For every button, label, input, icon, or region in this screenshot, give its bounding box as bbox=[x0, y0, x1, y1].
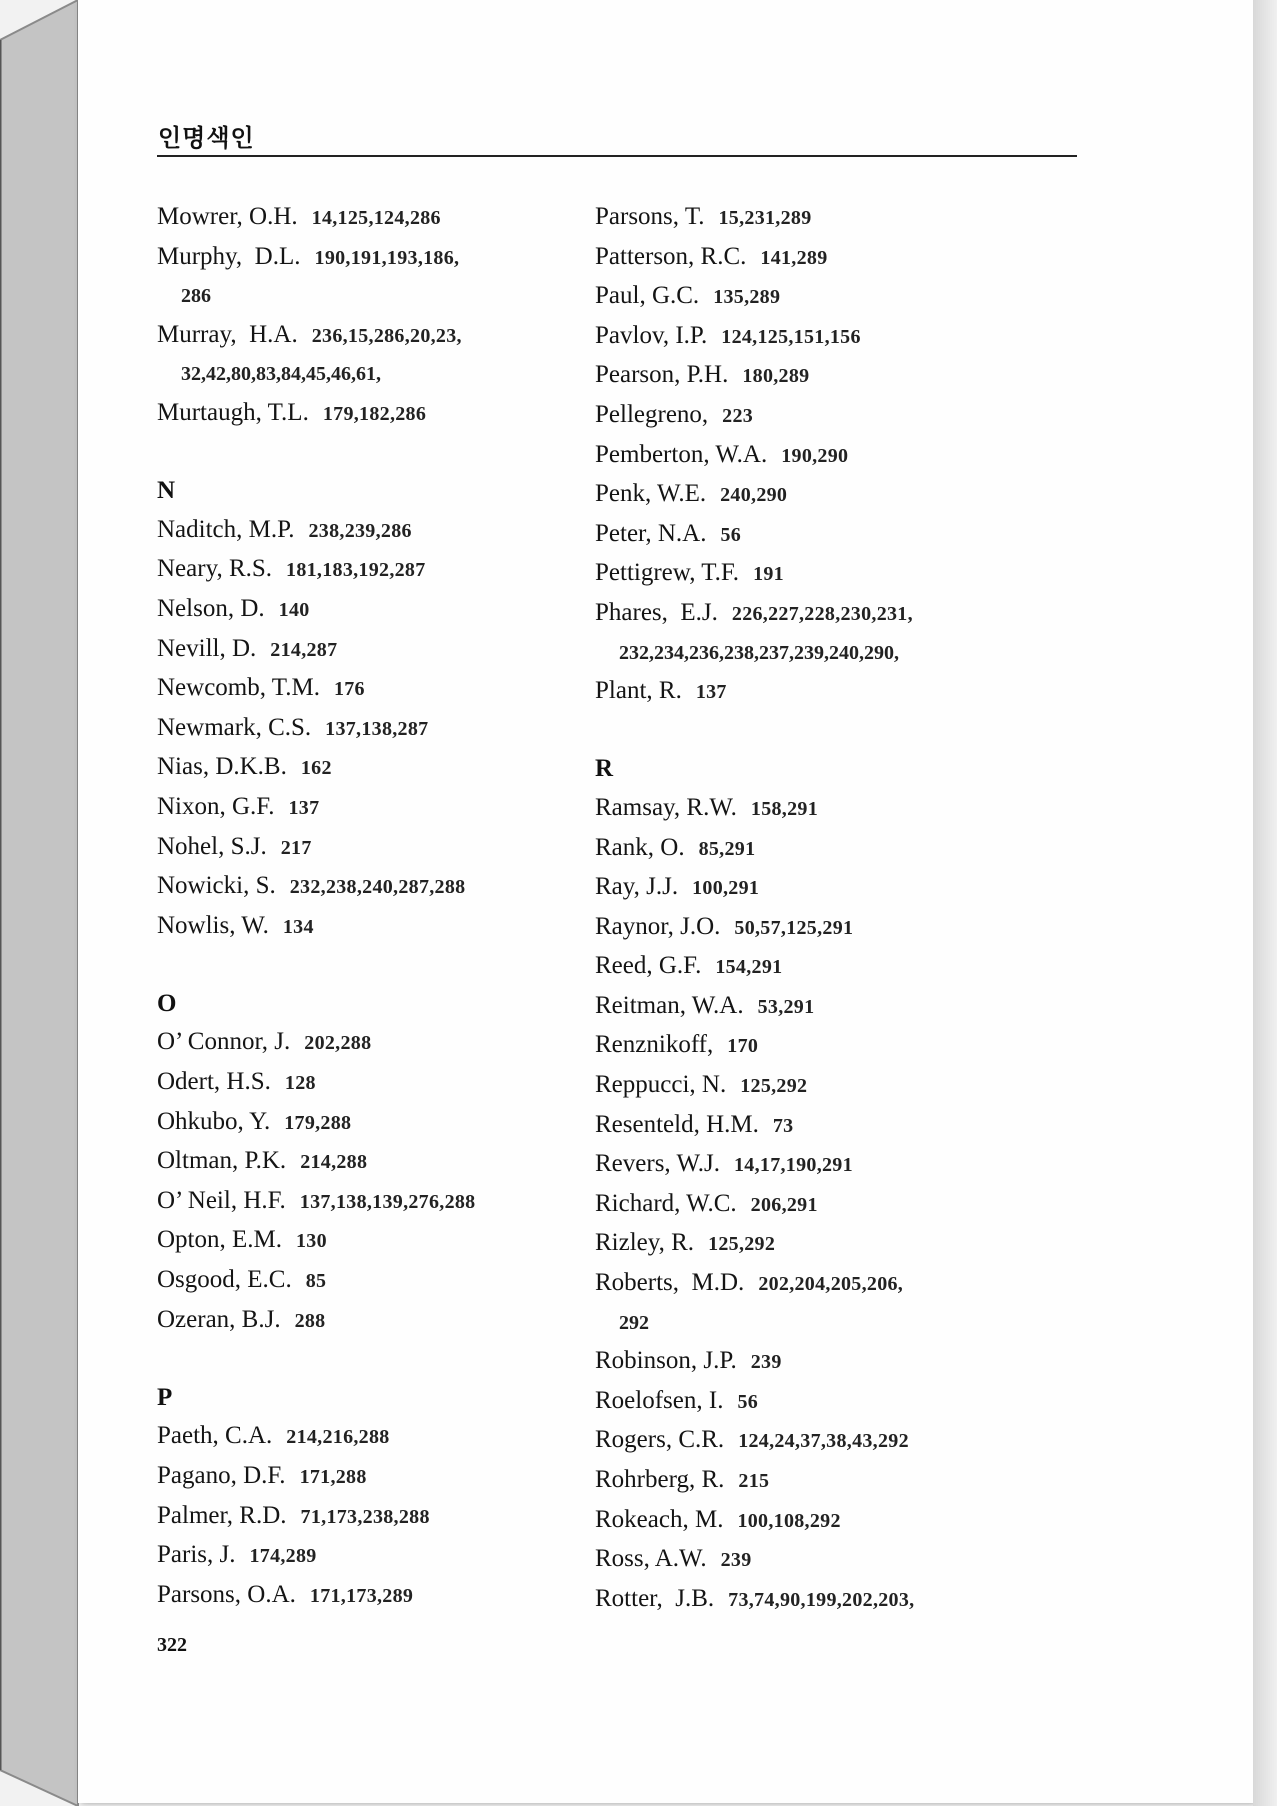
index-entry bbox=[595, 436, 1025, 476]
index-entry-pages: 206,291 bbox=[750, 1193, 818, 1216]
index-entry bbox=[595, 1342, 1025, 1382]
index-entry-name: Patterson, R.C. bbox=[595, 242, 747, 270]
index-entry-name: Rank, O. bbox=[595, 833, 685, 861]
index-entry bbox=[157, 590, 587, 630]
index-entry bbox=[595, 554, 1025, 594]
index-entry bbox=[157, 867, 587, 907]
index-entry bbox=[157, 709, 587, 749]
index-entry-pages: 214,287 bbox=[270, 638, 338, 661]
index-entry bbox=[595, 1540, 1025, 1580]
index-entry-pages: 71,173,238,288 bbox=[300, 1505, 430, 1528]
page-number: 322 bbox=[157, 1634, 187, 1656]
index-entry bbox=[157, 1301, 587, 1341]
index-entry-name: Paul, G.C. bbox=[595, 282, 700, 310]
index-entry bbox=[157, 828, 587, 868]
section-letter: N bbox=[157, 477, 176, 505]
index-entry-name: Mowrer, O.H. bbox=[157, 203, 298, 230]
index-entry-pages: 170 bbox=[727, 1035, 759, 1058]
index-entry bbox=[595, 672, 1025, 712]
index-entry-continuation: 286 bbox=[181, 285, 211, 308]
index-entry-name: Paris, J. bbox=[157, 1541, 236, 1569]
index-entry-name: Nixon, G.F. bbox=[157, 792, 275, 820]
index-entry bbox=[157, 1536, 587, 1576]
index-entry-name: Reppucci, N. bbox=[595, 1071, 727, 1099]
index-entry-pages: 223 bbox=[722, 404, 754, 427]
index-entry bbox=[157, 1417, 587, 1457]
index-entry-name: Pearson, P.H. bbox=[595, 361, 729, 389]
index-entry bbox=[157, 316, 587, 356]
index-entry-pages: 214,216,288 bbox=[286, 1426, 390, 1449]
index-entry bbox=[157, 198, 587, 238]
index-entry bbox=[595, 475, 1025, 515]
index-entry bbox=[595, 1264, 1025, 1304]
index-entry-name: Roberts, M.D. bbox=[595, 1269, 745, 1297]
index-entry-name: Rohrberg, R. bbox=[595, 1466, 725, 1493]
index-entry bbox=[595, 1145, 1025, 1185]
index-entry bbox=[595, 868, 1025, 908]
section-gap bbox=[595, 712, 1025, 751]
index-entry bbox=[157, 1063, 587, 1103]
index-entry bbox=[595, 1580, 1025, 1620]
index-entry-name: Phares, E.J. bbox=[595, 598, 718, 626]
index-entry-pages: 158,291 bbox=[750, 797, 819, 820]
index-entry-name: Neary, R.S. bbox=[157, 555, 273, 583]
index-entry-pages: 239 bbox=[720, 1549, 752, 1572]
index-entry bbox=[157, 550, 587, 590]
index-entry-pages: 135,289 bbox=[713, 286, 781, 309]
index-entry bbox=[595, 277, 1025, 317]
index-entry-name: Pettigrew, T.F. bbox=[595, 559, 740, 587]
index-entry bbox=[595, 1501, 1025, 1541]
index-entry-name: Palmer, R.D. bbox=[157, 1501, 287, 1529]
index-entry bbox=[157, 394, 587, 434]
index-entry-name: O’ Connor, J. bbox=[157, 1028, 291, 1056]
index-entry-pages: 162 bbox=[300, 757, 332, 780]
index-entry bbox=[595, 1461, 1025, 1501]
index-entry bbox=[595, 1185, 1025, 1225]
index-entry-continuation: 32,42,80,83,84,45,46,61, bbox=[181, 363, 381, 386]
index-entry-pages: 141,289 bbox=[760, 246, 828, 269]
index-entry-name: Newmark, C.S. bbox=[157, 713, 312, 741]
index-entry bbox=[595, 515, 1025, 555]
index-entry-name: Ramsay, R.W. bbox=[595, 793, 737, 821]
index-entry-pages: 50,57,125,291 bbox=[734, 916, 854, 939]
index-entry-pages: 171,173,289 bbox=[309, 1584, 414, 1607]
index-entry bbox=[157, 630, 587, 670]
index-entry-name: Ray, J.J. bbox=[595, 873, 679, 901]
index-entry-pages: 239 bbox=[750, 1351, 782, 1374]
index-entry bbox=[157, 748, 587, 788]
section-letter: R bbox=[595, 755, 614, 783]
index-entry-pages: 85,291 bbox=[698, 837, 756, 860]
index-entry bbox=[595, 947, 1025, 987]
index-entry-pages: 128 bbox=[284, 1072, 316, 1095]
index-entry-pages: 100,291 bbox=[692, 877, 760, 900]
index-entry bbox=[157, 1103, 587, 1143]
index-entry-name: Pagano, D.F. bbox=[157, 1462, 286, 1489]
index-entry-pages: 53,291 bbox=[757, 995, 815, 1018]
index-entry-name: Reed, G.F. bbox=[595, 952, 702, 980]
index-entry-pages: 179,288 bbox=[284, 1111, 352, 1134]
header-rule bbox=[157, 155, 1077, 157]
index-column-left bbox=[157, 198, 587, 1615]
index-entry-pages: 73,74,90,199,202,203, bbox=[728, 1588, 915, 1611]
index-entry-pages: 125,292 bbox=[708, 1233, 776, 1256]
index-entry-name: Murtaugh, T.L. bbox=[157, 398, 309, 426]
index-entry-name: Ozeran, B.J. bbox=[157, 1305, 281, 1333]
index-entry-name: Newcomb, T.M. bbox=[157, 674, 320, 702]
index-entry-name: Plant, R. bbox=[595, 677, 682, 705]
index-entry bbox=[595, 829, 1025, 869]
index-entry-name: Richard, W.C. bbox=[595, 1189, 737, 1217]
index-entry-name: Naditch, M.P. bbox=[157, 515, 295, 543]
running-head: 인명색인 bbox=[158, 124, 255, 152]
index-entry bbox=[157, 1221, 587, 1261]
index-entry-pages: 130 bbox=[296, 1230, 327, 1253]
index-entry-name: Penk, W.E. bbox=[595, 480, 707, 508]
index-entry-pages: 191 bbox=[753, 563, 784, 586]
index-entry bbox=[157, 1457, 587, 1497]
index-entry-name: Rizley, R. bbox=[595, 1229, 695, 1257]
index-entry-pages: 202,288 bbox=[304, 1032, 372, 1055]
index-entry-pages: 56 bbox=[720, 523, 742, 546]
index-entry-name: Parsons, T. bbox=[595, 203, 705, 230]
index-entry-pages: 288 bbox=[294, 1309, 326, 1332]
book-spine bbox=[0, 0, 80, 1806]
section-letter: O bbox=[157, 989, 177, 1017]
index-entry-pages: 174,289 bbox=[249, 1545, 317, 1568]
index-entry-pages: 181,183,192,287 bbox=[286, 559, 426, 582]
index-entry bbox=[595, 396, 1025, 436]
index-entry-name: Murphy, D.L. bbox=[157, 242, 301, 270]
index-entry-continuation: 232,234,236,238,237,239,240,290, bbox=[619, 641, 899, 664]
index-entry-name: Oltman, P.K. bbox=[157, 1147, 287, 1175]
index-entry-pages: 215 bbox=[738, 1470, 770, 1492]
index-entry bbox=[157, 511, 587, 551]
index-entry-pages: 232,238,240,287,288 bbox=[289, 876, 466, 899]
index-entry-pages: 202,204,205,206, bbox=[758, 1273, 904, 1296]
index-entry-pages: 56 bbox=[737, 1390, 759, 1413]
section-gap bbox=[157, 1340, 587, 1379]
index-entry-name: Pemberton, W.A. bbox=[595, 440, 768, 468]
index-entry-pages: 236,15,286,20,23, bbox=[311, 324, 462, 347]
index-entry-name: Roelofsen, I. bbox=[595, 1386, 724, 1414]
index-entry-pages: 134 bbox=[282, 915, 314, 938]
index-entry-name: Nevill, D. bbox=[157, 634, 257, 662]
index-entry-pages: 179,182,286 bbox=[322, 402, 427, 425]
index-entry-pages: 137,138,139,276,288 bbox=[299, 1190, 476, 1213]
index-entry-pages: 137,138,287 bbox=[325, 717, 429, 740]
index-entry-name: Raynor, J.O. bbox=[595, 912, 721, 940]
index-entry bbox=[595, 789, 1025, 829]
index-entry-name: Peter, N.A. bbox=[595, 519, 707, 547]
index-entry-name: Rogers, C.R. bbox=[595, 1426, 725, 1454]
index-entry-pages: 240,290 bbox=[720, 484, 788, 507]
index-entry-name: Nias, D.K.B. bbox=[157, 753, 287, 781]
index-entry-pages: 190,191,193,186, bbox=[314, 246, 460, 269]
index-entry-pages: 85 bbox=[305, 1270, 327, 1293]
index-entry-continuation: 292 bbox=[619, 1311, 649, 1334]
index-entry-name: Ross, A.W. bbox=[595, 1545, 707, 1573]
index-entry bbox=[595, 908, 1025, 948]
index-entry-name: Pellegreno, bbox=[595, 400, 709, 428]
section-gap bbox=[157, 434, 587, 473]
index-entry-name: Rotter, J.B. bbox=[595, 1584, 715, 1612]
index-entry bbox=[157, 1497, 587, 1537]
index-entry-pages: 238,239,286 bbox=[308, 519, 412, 542]
index-entry-name: Reitman, W.A. bbox=[595, 991, 744, 1019]
index-entry-name: Robinson, J.P. bbox=[595, 1347, 737, 1375]
index-entry-name: Nohel, S.J. bbox=[157, 832, 267, 860]
index-entry-name: Murray, H.A. bbox=[157, 320, 298, 348]
index-entry bbox=[157, 1182, 587, 1222]
index-entry bbox=[595, 1106, 1025, 1146]
index-entry bbox=[157, 1261, 587, 1301]
index-entry-name: Nowicki, S. bbox=[157, 872, 276, 900]
index-entry-pages: 124,125,151,156 bbox=[721, 325, 861, 348]
index-entry-pages: 124,24,37,38,43,292 bbox=[738, 1430, 909, 1453]
index-entry-pages: 73 bbox=[772, 1114, 794, 1137]
index-entry-pages: 176 bbox=[333, 678, 365, 701]
section-letter: P bbox=[157, 1383, 173, 1411]
index-entry-name: Resenteld, H.M. bbox=[595, 1110, 759, 1138]
index-entry-pages: 217 bbox=[280, 836, 312, 859]
index-entry bbox=[157, 1142, 587, 1182]
index-entry-name: Odert, H.S. bbox=[157, 1068, 271, 1096]
index-entry bbox=[157, 907, 587, 947]
page-edge bbox=[1253, 0, 1277, 1806]
index-entry-pages: 140 bbox=[278, 598, 310, 621]
index-entry bbox=[595, 317, 1025, 357]
index-entry-pages: 154,291 bbox=[715, 956, 783, 979]
index-entry bbox=[595, 1224, 1025, 1264]
index-entry bbox=[595, 1421, 1025, 1461]
index-entry bbox=[595, 987, 1025, 1027]
index-entry bbox=[157, 238, 587, 278]
index-entry-pages: 226,227,228,230,231, bbox=[731, 602, 913, 625]
index-entry-pages: 214,288 bbox=[300, 1151, 368, 1174]
index-entry-pages: 137 bbox=[288, 796, 320, 819]
index-entry-pages: 137 bbox=[695, 681, 727, 704]
section-gap bbox=[157, 946, 587, 985]
index-entry bbox=[595, 594, 1025, 634]
index-entry bbox=[157, 1576, 587, 1616]
index-entry-name: Renznikoff, bbox=[595, 1031, 714, 1059]
index-entry-name: Osgood, E.C. bbox=[157, 1266, 292, 1294]
index-entry-name: Revers, W.J. bbox=[595, 1150, 720, 1178]
index-entry bbox=[157, 669, 587, 709]
index-entry bbox=[595, 356, 1025, 396]
index-entry-name: Nowlis, W. bbox=[157, 911, 269, 939]
index-entry-name: Ohkubo, Y. bbox=[157, 1107, 271, 1135]
index-entry bbox=[595, 1382, 1025, 1422]
index-entry-pages: 171,288 bbox=[299, 1466, 367, 1488]
index-entry bbox=[595, 1026, 1025, 1066]
index-entry-name: Opton, E.M. bbox=[157, 1226, 282, 1254]
index-entry bbox=[595, 1066, 1025, 1106]
index-entry-name: Rokeach, M. bbox=[595, 1505, 724, 1533]
index-entry-pages: 190,290 bbox=[781, 444, 849, 467]
index-entry bbox=[595, 238, 1025, 278]
index-entry-name: Paeth, C.A. bbox=[157, 1422, 273, 1450]
index-entry bbox=[157, 788, 587, 828]
index-entry-pages: 14,17,190,291 bbox=[734, 1154, 853, 1177]
index-entry-name: Pavlov, I.P. bbox=[595, 321, 708, 349]
index-entry-pages: 15,231,289 bbox=[718, 207, 812, 229]
index-entry-pages: 180,289 bbox=[742, 365, 810, 388]
index-entry bbox=[157, 1023, 587, 1063]
index-entry-pages: 100,108,292 bbox=[737, 1509, 841, 1532]
index-entry-pages: 14,125,124,286 bbox=[311, 207, 441, 229]
index-column-right bbox=[595, 198, 1025, 1619]
index-entry bbox=[595, 198, 1025, 238]
index-entry-pages: 125,292 bbox=[740, 1075, 808, 1098]
index-entry-name: Nelson, D. bbox=[157, 594, 265, 622]
index-entry-name: O’ Neil, H.F. bbox=[157, 1186, 286, 1214]
index-entry-name: Parsons, O.A. bbox=[157, 1580, 296, 1608]
